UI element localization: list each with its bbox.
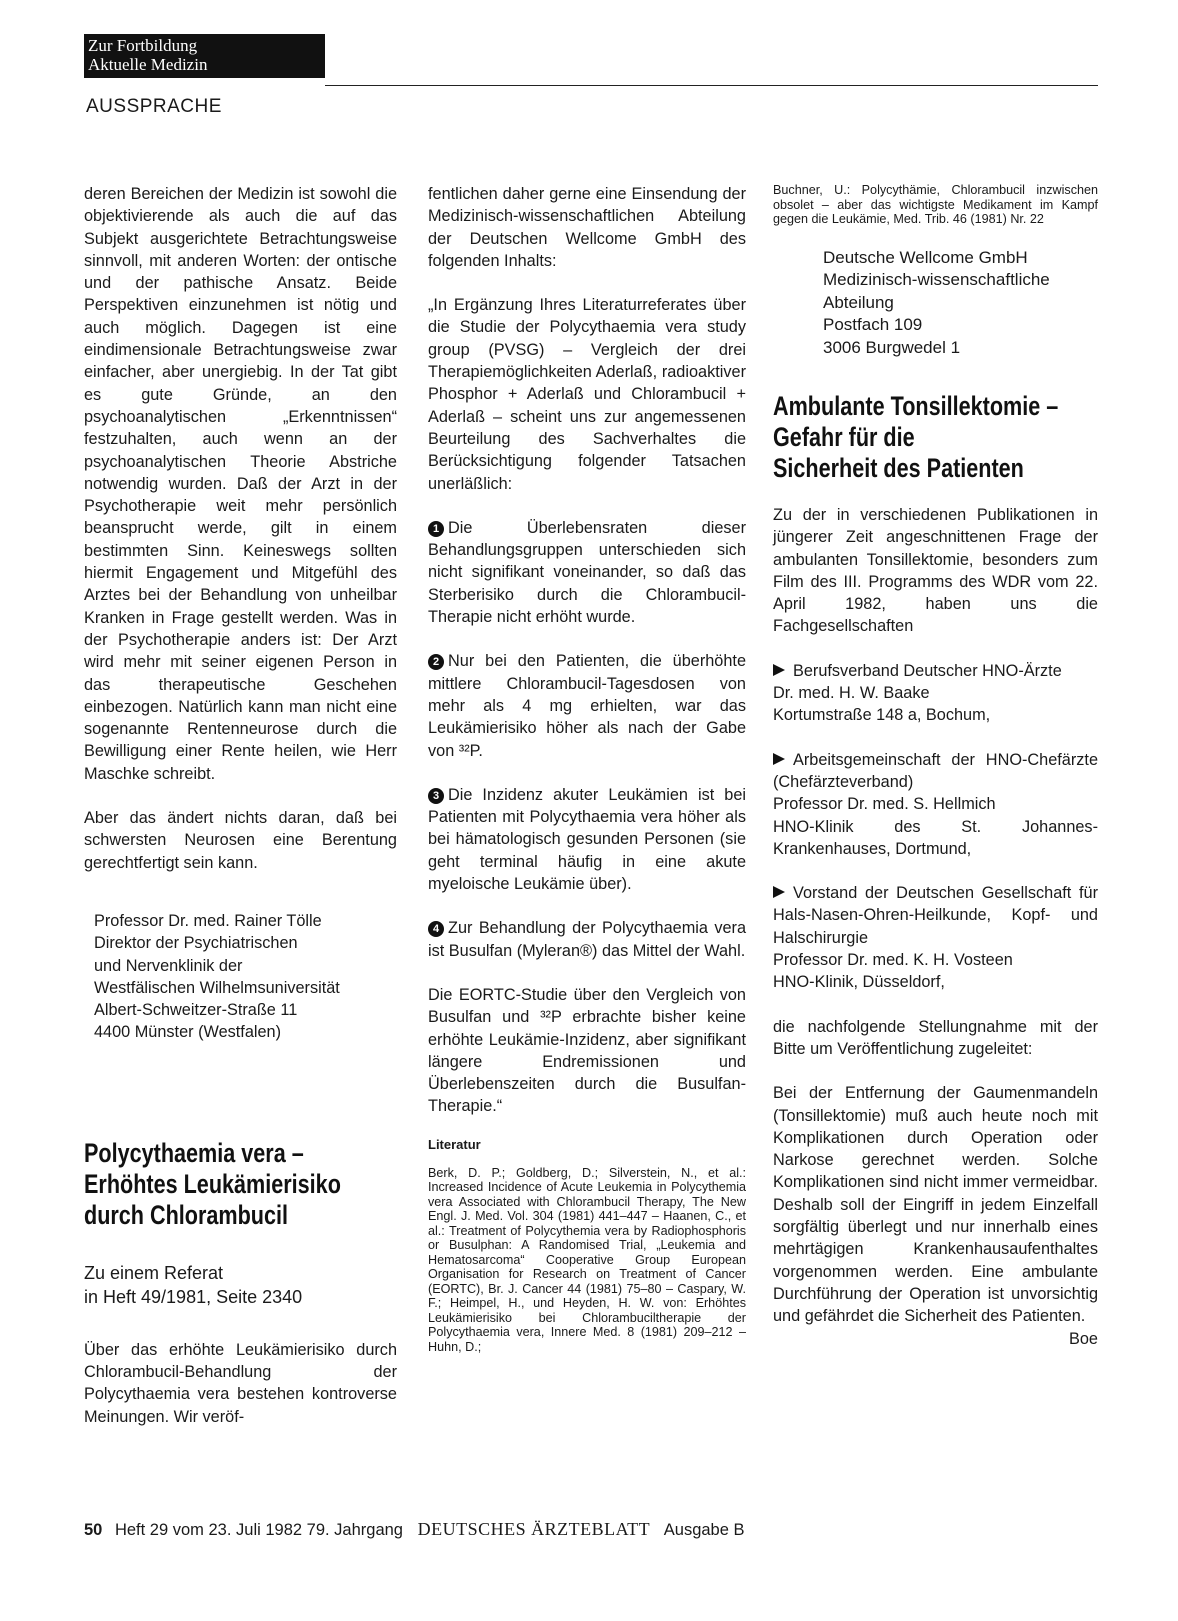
subheading-line: in Heft 49/1981, Seite 2340: [84, 1286, 303, 1307]
heading-line: Erhöhtes Leukämierisiko: [84, 1168, 341, 1199]
address-line: Medizinisch-wissenschaftliche: [823, 270, 1050, 289]
col2-paragraph-3: Die EORTC-Studie über den Vergleich von Busulfan und ³²P erbrachte bisher keine erhöhte Leukämie-Inzidenz, aber signifikant längere Endremissionen und Überlebenszeiten durch die Busulfan-Therapie.“: [428, 985, 746, 1116]
numbered-point: 4 Zur Behandlung der Polycythaemia vera ist Busulfan (Myleran®) das Mittel der Wahl.: [428, 919, 746, 960]
col1-paragraph-1: deren Bereichen der Medizin ist sowohl die objektivierende als auch die auf das Subjekt ausgerichtete Betrachtungsweise sinnvoll, mit anderen Worten: der ontische und der pathische Ansatz. Beide Perspektiven einzunehmen ist nötig und auch möglich. Dagegen ist eine eindimensionale Betrachtungsweise zwar einfacher, aber unergiebig. In der Tat gibt es gute Gründe, an den psychoanalytischen „Erkenntnissen“ festzuhalten, auch wenn an der psychoanalytischen Theorie Abstriche notwendig wurden. Daß der Arzt in der Psychotherapie weit mehr persönlich beansprucht werde, gilt in einem bestimmten Sinn. Keineswegs sollten hiermit Engagement und Mitgefühl des Arztes bei der Behandlung von unheilbar Kranken in Frage gestellt werden. Was in der Psychotherapie anders ist: Der Arzt wird mehr mit seiner eigenen Person in das therapeutische Geschehen einbezogen. Natürlich kann man nicht eine sogenannte Rentenneurose durch die Bewilligung einer Rente heilen, wie Herr Maschke schreibt.: [84, 185, 397, 783]
triangle-bullet-icon: [773, 664, 785, 676]
col2-paragraph-1: fentlichen daher gerne eine Einsendung der Medizinisch-wissenschaftlichen Abteilung der Deutschen Wellcome GmbH des folgenden Inhalts:: [428, 185, 746, 270]
col3-paragraph-2: die nachfolgende Stellungnahme mit der Bitte um Veröffentlichung zugeleitet:: [773, 1017, 1098, 1058]
col1-paragraph-2: Aber das ändert nichts daran, daß bei schwersten Neurosen eine Berentung gerechtfertigt sein kann.: [84, 809, 397, 872]
number-bullet-icon: 2: [428, 654, 444, 670]
address-line: 4400 Münster (Westfalen): [94, 1023, 282, 1042]
address-line: Postfach 109: [823, 315, 923, 334]
article-heading: [84, 1138, 397, 1231]
column-1: [84, 183, 397, 1428]
heading-line: Gefahr für die: [773, 422, 915, 452]
header-rule: [325, 85, 1098, 86]
company-address: [773, 247, 1098, 360]
col1-paragraph-3: Über das erhöhte Leukämierisiko durch Chlorambucil-Behandlung der Polycythaemia vera bestehen kontroverse Meinungen. Wir veröf-: [84, 1340, 397, 1426]
badge-line-2: Aktuelle Medizin: [88, 55, 208, 74]
badge-line-1: Zur Fortbildung: [88, 36, 198, 55]
number-bullet-icon: 3: [428, 788, 444, 804]
address-line: Westfälischen Wilhelmsuniversität: [94, 978, 340, 997]
literature-label: Literatur: [428, 1136, 481, 1152]
heading-line: Sicherheit des Patienten: [773, 453, 1024, 483]
address-line: Abteilung: [823, 292, 894, 312]
numbered-point: 1 Die Überlebensraten dieser Behandlungsgruppen unterschieden sich nicht signifikant voneinander, so daß das Sterberisiko durch die Chlorambucil-Therapie nicht erhöht wurde.: [428, 518, 746, 627]
organization-entry: Arbeitsgemeinschaft der HNO-Chefärzte (Chefärzteverband) Professor Dr. med. S. Hellmich HNO-Klinik des St. Johannes-Krankenhauses, Dortmund,: [773, 750, 1098, 858]
column-2: [428, 183, 746, 1354]
organization-entry: Vorstand der Deutschen Gesellschaft für Hals-Nasen-Ohren-Heilkunde, Kopf- und Halschirurgie Professor Dr. med. K. H. Vosteen HNO-Klinik, Düsseldorf,: [773, 884, 1098, 992]
numbered-point: 3 Die Inzidenz akuter Leukämien ist bei Patienten mit Polycythaemia vera höher als bei hämatologisch gesunden Personen (sie geht terminal häufig in eine akute myeloische Leukämie über).: [428, 785, 746, 894]
heading-line: Ambulante Tonsillektomie –: [773, 391, 1059, 421]
address-line: und Nervenklinik der: [94, 956, 243, 975]
number-bullet-icon: 4: [428, 921, 444, 937]
article-heading: [773, 391, 1098, 484]
address-line: Direktor der Psychiatrischen: [94, 934, 298, 953]
triangle-bullet-icon: [773, 886, 785, 898]
page-number: 50: [84, 1521, 103, 1539]
organization-entry: Berufsverband Deutscher HNO-Ärzte Dr. med. H. W. Baake Kortumstraße 148 a, Bochum,: [773, 661, 1062, 725]
address-line: Albert-Schweitzer-Straße 11: [94, 1001, 298, 1020]
heading-line: durch Chlorambucil: [84, 1199, 289, 1230]
literature-list: Berk, D. P.; Goldberg, D.; Silverstein, N., et al.: Increased Incidence of Acute Leukemia in Polycythemia vera Associated with Chlorambucil Therapy, The New Engl. J. Med. Vol. 304 (1981) 441–447 – Haanen, C., et al.: Treatment of Polycythemia vera by Radiophosphoris or Busulphan: A Randomised Trial, „Leukemia and Hematosarcoma“ Cooperative Group European Organisation for Research on Treatment of Cancer (EORTC), Br. J. Cancer 44 (1981) 75–80 – Caspary, W. F.; Heimpel, H., und Heyden, H. W. von: Erhöhtes Leukämierisiko bei Chlorambuciltherapie der Polycythaemia vera, Innere Med. 8 (1981) 209–212 – Huhn, D.;: [428, 1165, 746, 1354]
triangle-bullet-icon: [773, 753, 785, 765]
column-3: [773, 183, 1098, 1350]
col3-paragraph-3: Bei der Entfernung der Gaumenmandeln (Tonsillektomie) muß auch heute noch mit Komplikationen durch Operation oder Narkose gerechnet werden. Solche Komplikationen sind nicht immer vermeidbar. Deshalb soll der Eingriff in jedem Einzelfall sorgfältig überlegt und nur innerhalb eines mehrtägigen Krankenhausaufenthaltes vorgenommen werden. Eine ambulante Durchführung der Operation ist unvorsichtig und gefährdet die Sicherheit des Patienten.: [773, 1084, 1098, 1326]
literature-continued: Buchner, U.: Polycythämie, Chlorambucil inzwischen obsolet – aber das wichtigste Medikament im Kampf gegen die Leukämie, Med. Trib. 46 (1981) Nr. 22: [773, 183, 1098, 226]
numbered-point: 2 Nur bei den Patienten, die überhöhte mittlere Chlorambucil-Tagesdosen von mehr als 4 mg erhielten, war das Leukämierisiko höher als nach der Gabe von ³²P.: [428, 652, 746, 760]
author-signature: Boe: [1069, 1329, 1098, 1348]
category-badge: [84, 34, 325, 78]
address-line: Professor Dr. med. Rainer Tölle: [94, 911, 322, 930]
address-line: Deutsche Wellcome GmbH: [823, 247, 1028, 267]
address-line: 3006 Burgwedel 1: [823, 337, 961, 357]
page-footer: [84, 1519, 745, 1540]
magazine-name: DEUTSCHES ÄRZTEBLATT: [417, 1519, 651, 1539]
col3-paragraph-1: Zu der in verschiedenen Publikationen in jüngerer Zeit angeschnittenen Frage der ambulanten Tonsillektomie, besonders zum Film des III. Programms des WDR vom 22. April 1982, haben uns die Fachgesellschaften: [773, 506, 1098, 636]
section-title: AUSSPRACHE: [86, 96, 222, 117]
heading-line: Polycythaemia vera –: [84, 1137, 304, 1168]
author-address: [84, 910, 397, 1044]
subheading-line: Zu einem Referat: [84, 1262, 224, 1283]
edition-info: Ausgabe B: [663, 1521, 745, 1539]
col2-paragraph-2: „In Ergänzung Ihres Literaturreferates über die Studie der Polycythaemia vera study group (PVSG) – Vergleich der drei Therapiemöglichkeiten Aderlaß, radioaktiver Phosphor + Aderlaß und Chlorambucil + Aderlaß – scheint uns zur angemessenen Beurteilung des Sachverhaltes die Berücksichtigung folgender Tatsachen unerläßlich:: [428, 296, 746, 493]
issue-info: Heft 29 vom 23. Juli 1982 79. Jahrgang: [114, 1521, 403, 1539]
number-bullet-icon: 1: [428, 521, 444, 537]
